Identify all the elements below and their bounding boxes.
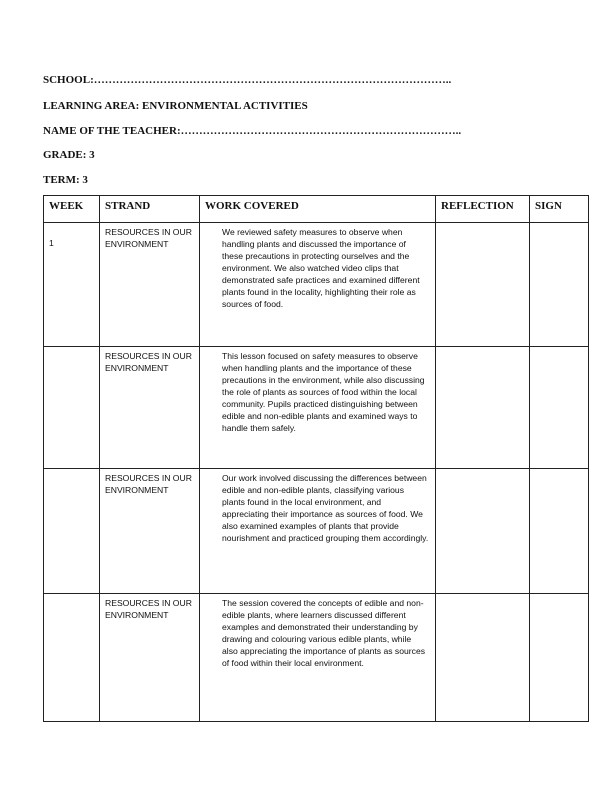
table-row <box>44 223 589 347</box>
strand-cell: RESOURCES IN OUR ENVIRONMENT <box>100 594 200 722</box>
reflection-cell <box>436 347 530 469</box>
record-of-work-table <box>43 195 589 722</box>
strand-cell: RESOURCES IN OUR ENVIRONMENT <box>100 347 200 469</box>
sign-cell <box>530 594 589 722</box>
sign-cell <box>530 469 589 594</box>
reflection-cell <box>436 469 530 594</box>
grade-heading: GRADE: 3 <box>43 149 95 161</box>
week-cell <box>44 469 100 594</box>
work-covered-cell: Our work involved discussing the differences between edible and non-edible plants, classifying various plants found in the local environment, and appreciating their importance as sources of food. We also examined examples of plants that provide nourishment and practiced grouping them accordingly. <box>200 469 436 594</box>
column-header-work-covered: WORK COVERED <box>200 196 436 223</box>
column-header-strand: STRAND <box>100 196 200 223</box>
learning-area-heading: LEARNING AREA: ENVIRONMENTAL ACTIVITIES <box>43 100 308 112</box>
column-header-reflection: REFLECTION <box>436 196 530 223</box>
school-field: SCHOOL:…………………………………………………………………………………….. <box>43 74 452 86</box>
reflection-cell <box>436 223 530 347</box>
work-covered-cell: We reviewed safety measures to observe when handling plants and discussed the importance of these precautions in protecting ourselves and the environment. We also watched video clips that demonstrated safe practices and examined different plants found in the locality, highlighting their role as sources of food. <box>200 223 436 347</box>
work-covered-cell: The session covered the concepts of edible and non-edible plants, where learners discussed different examples and demonstrated their understanding by drawing and colouring various edible plants, while also appreciating the importance of plants as sources of food within their local environment. <box>200 594 436 722</box>
table-header-row <box>44 196 589 223</box>
term-heading: TERM: 3 <box>43 174 88 186</box>
reflection-cell <box>436 594 530 722</box>
strand-cell: RESOURCES IN OUR ENVIRONMENT <box>100 469 200 594</box>
week-cell <box>44 347 100 469</box>
teacher-name-field: NAME OF THE TEACHER:………………………………………………………………….. <box>43 125 462 137</box>
table-row <box>44 347 589 469</box>
table-row <box>44 594 589 722</box>
sign-cell <box>530 347 589 469</box>
strand-cell: RESOURCES IN OUR ENVIRONMENT <box>100 223 200 347</box>
sign-cell <box>530 223 589 347</box>
week-cell <box>44 594 100 722</box>
column-header-sign: SIGN <box>530 196 589 223</box>
column-header-week: WEEK <box>44 196 100 223</box>
table-row <box>44 469 589 594</box>
work-covered-cell: This lesson focused on safety measures to observe when handling plants and the importance of these precautions in the environment, while also discussing the role of plants as sources of food within the local community. Pupils practiced distinguishing between edible and non-edible plants and examined ways to handle them safely. <box>200 347 436 469</box>
week-cell: 1 <box>44 223 100 347</box>
